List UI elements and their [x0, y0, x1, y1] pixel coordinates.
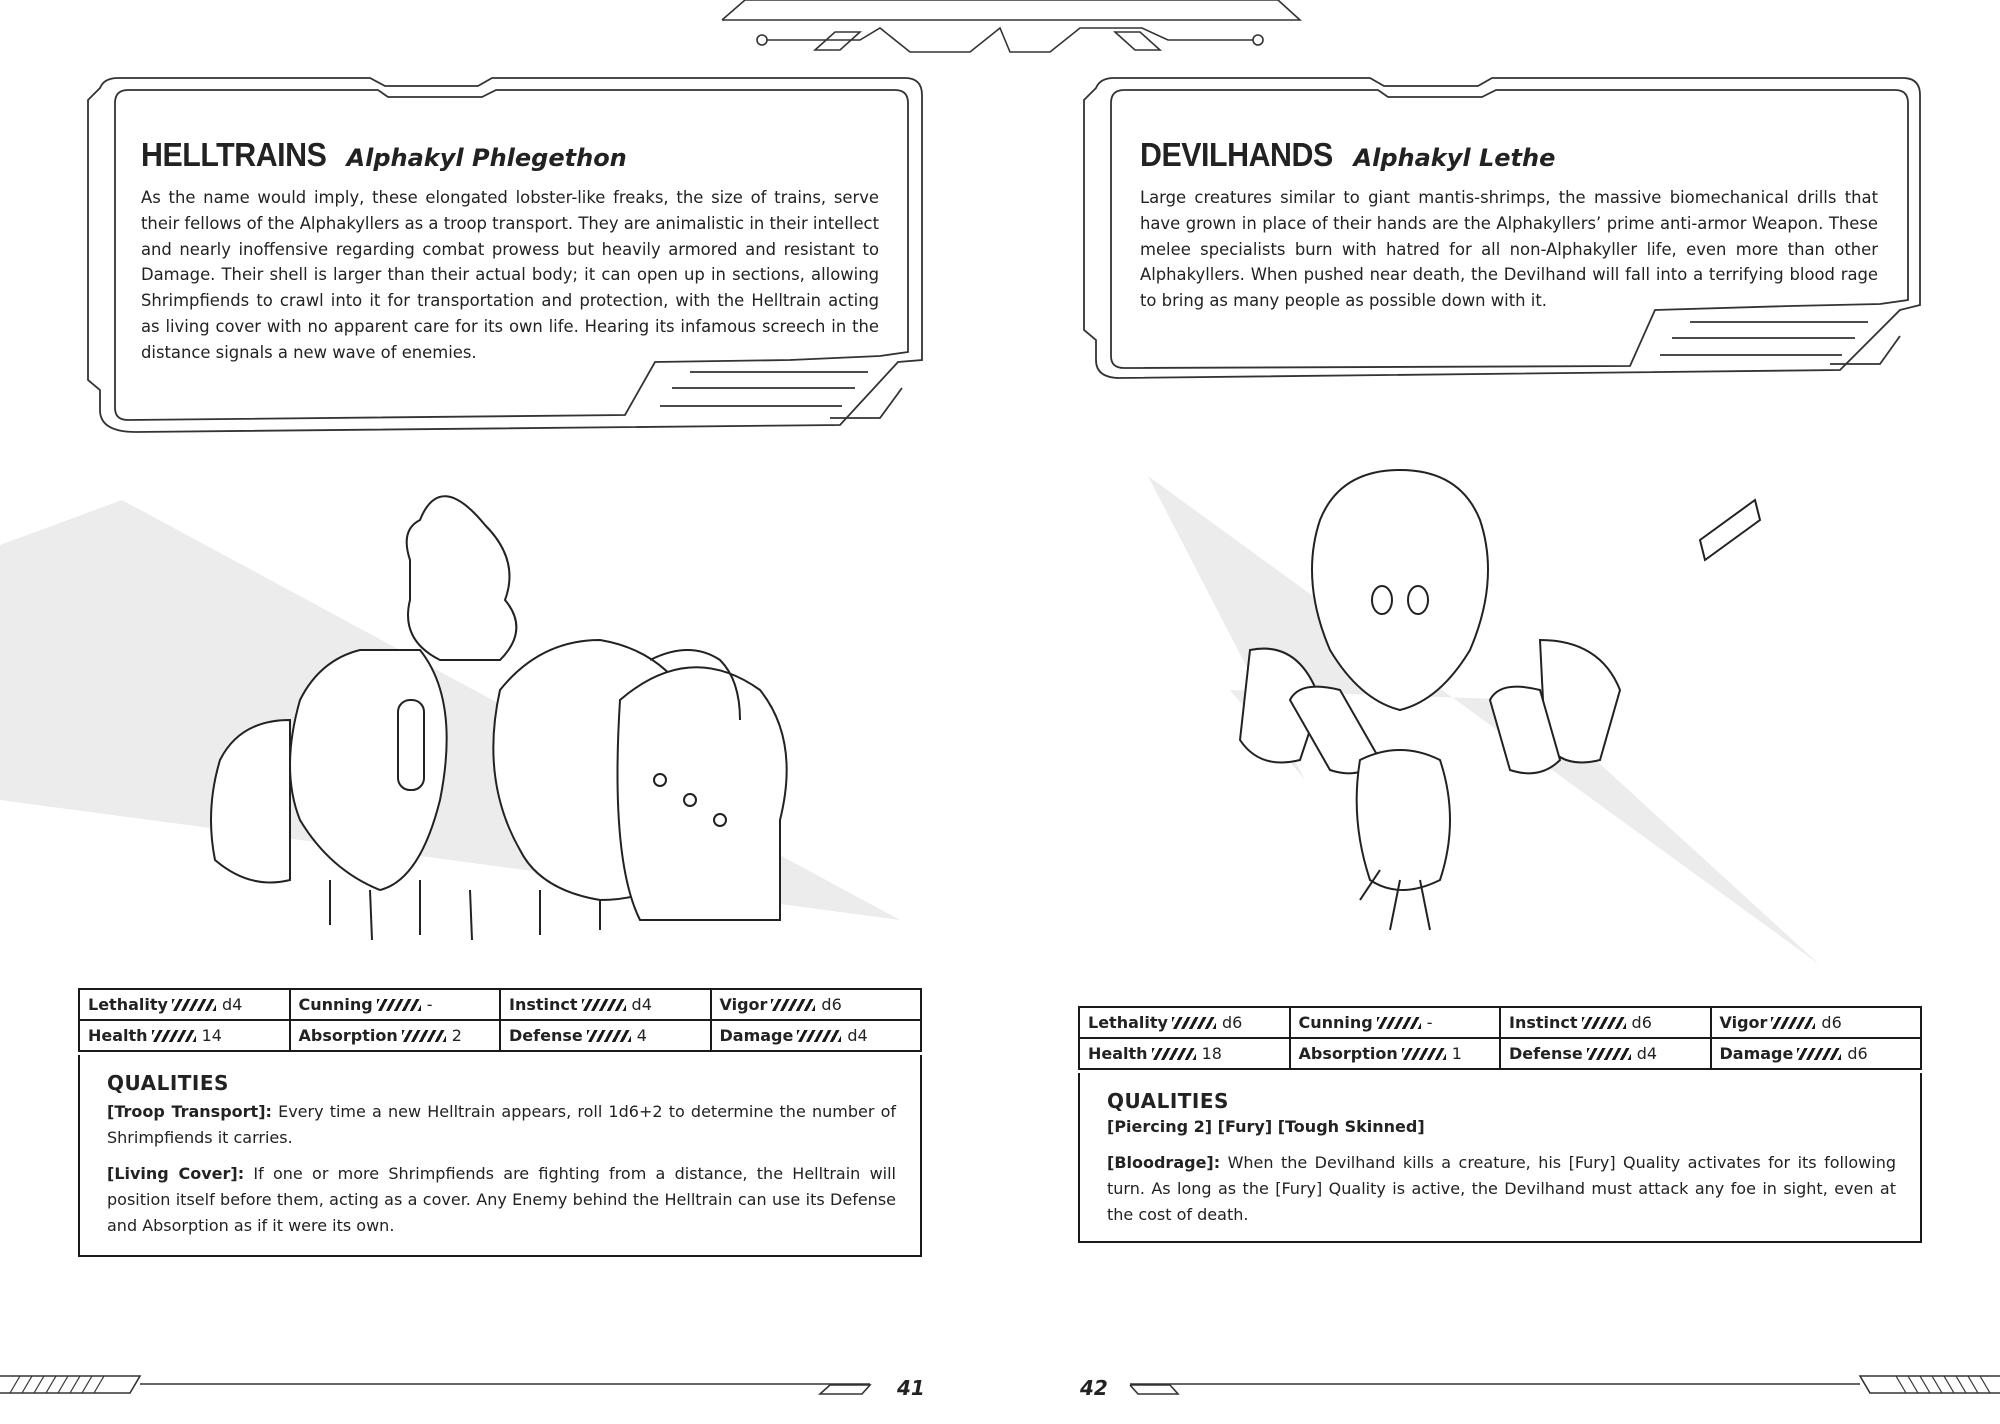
- stat-cell: Cunning -: [290, 989, 501, 1020]
- stat-cell: Health 14: [79, 1020, 290, 1051]
- rating-hatch-icon: [1152, 1048, 1196, 1060]
- left-qualities-box: [78, 1055, 922, 1257]
- stat-cell: Vigor d6: [1711, 1007, 1922, 1038]
- stat-cell: Instinct d4: [500, 989, 711, 1020]
- rating-hatch-icon: [1587, 1048, 1631, 1060]
- stat-cell: Absorption 1: [1290, 1038, 1501, 1069]
- left-title-row: [141, 136, 627, 174]
- stat-cell: Damage d6: [1711, 1038, 1922, 1069]
- right-creature-name: DEVILHANDS: [1140, 136, 1333, 173]
- rating-hatch-icon: [582, 999, 626, 1011]
- rating-hatch-icon: [1797, 1048, 1841, 1060]
- stat-cell: Vigor d6: [711, 989, 922, 1020]
- quality-item: [Bloodrage]: When the Devilhand kills a creature, his [Fury] Quality activates for its following turn. As long as the [Fury] Quality is active, the Devilhand must attack any foe in sight, even at the cost of death.: [1107, 1153, 1897, 1224]
- quality-item: [Troop Transport]: Every time a new Helltrain appears, roll 1d6+2 to determine the number of Shrimpfiends it carries.: [107, 1102, 896, 1147]
- right-qualities-title: QUALITIES: [1107, 1089, 1229, 1113]
- stat-cell: Absorption 2: [290, 1020, 501, 1051]
- rating-hatch-icon: [1582, 1017, 1626, 1029]
- stat-cell: Damage d4: [711, 1020, 922, 1051]
- left-creature-name: HELLTRAINS: [141, 136, 327, 173]
- table-row: [1079, 1007, 1921, 1038]
- table-row: [79, 989, 921, 1020]
- right-stats-table: [1078, 1006, 1922, 1070]
- rating-hatch-icon: [152, 1030, 196, 1042]
- left-qualities-title: QUALITIES: [107, 1071, 229, 1095]
- rating-hatch-icon: [172, 999, 216, 1011]
- stat-cell: Lethality d4: [79, 989, 290, 1020]
- right-quality-tags: [Piercing 2] [Fury] [Tough Skinned]: [1107, 1117, 1425, 1136]
- right-creature-subtitle: Alphakyl Lethe: [1353, 144, 1556, 172]
- rating-hatch-icon: [1377, 1017, 1421, 1029]
- stat-cell: Health 18: [1079, 1038, 1290, 1069]
- stat-cell: Lethality d6: [1079, 1007, 1290, 1038]
- rating-hatch-icon: [377, 999, 421, 1011]
- right-qualities-box: [1078, 1073, 1922, 1243]
- top-ornament-icon: [722, 0, 1300, 52]
- left-creature-subtitle: Alphakyl Phlegethon: [346, 144, 627, 172]
- table-row: [79, 1020, 921, 1051]
- stat-cell: Instinct d6: [1500, 1007, 1711, 1038]
- helltrain-illustration-icon: [211, 496, 787, 940]
- table-row: [1079, 1038, 1921, 1069]
- right-title-row: [1140, 136, 1555, 174]
- rating-hatch-icon: [1402, 1048, 1446, 1060]
- rating-hatch-icon: [771, 999, 815, 1011]
- right-description: Large creatures similar to giant mantis-shrimps, the massive biomechanical drills that have grown in place of their hands are the Alphakyllers’ prime anti-armor Weapon. These melee specialists burn with hatred for all non-Alphakyller life, even more than other Alphakyllers. When pushed near death, the Devilhand will fall into a terrifying blood rage to bring as many people as possible down with it.: [1140, 188, 1878, 311]
- rating-hatch-icon: [1771, 1017, 1815, 1029]
- stat-cell: Defense 4: [500, 1020, 711, 1051]
- rating-hatch-icon: [797, 1030, 841, 1042]
- stat-cell: Cunning -: [1290, 1007, 1501, 1038]
- rating-hatch-icon: [1172, 1017, 1216, 1029]
- left-stats-table: [78, 988, 922, 1052]
- footer-decoration-icon: [0, 1376, 2000, 1394]
- left-description: As the name would imply, these elongated lobster-like freaks, the size of trains, serve their fellows of the Alphakyllers as a troop transport. They are animalistic in their intellect and nearly inoffensive regarding combat prowess but heavily armored and resistant to Damage. Their shell is larger than their actual body; it can open up in sections, allowing Shrimpfiends to crawl into it for transportation and protection, with the Helltrain acting as living cover with no apparent care for its own life. Hearing its infamous screech in the distance signals a new wave of enemies.: [141, 188, 879, 362]
- left-page-number: 41: [897, 1376, 925, 1400]
- stat-cell: Defense d4: [1500, 1038, 1711, 1069]
- rating-hatch-icon: [587, 1030, 631, 1042]
- right-page-number: 42: [1080, 1376, 1108, 1400]
- rating-hatch-icon: [402, 1030, 446, 1042]
- quality-item: [Living Cover]: If one or more Shrimpfiends are fighting from a distance, the Helltrain will position itself before them, acting as a cover. Any Enemy behind the Helltrain can use its Defense and Absorption as if it were its own.: [107, 1164, 896, 1235]
